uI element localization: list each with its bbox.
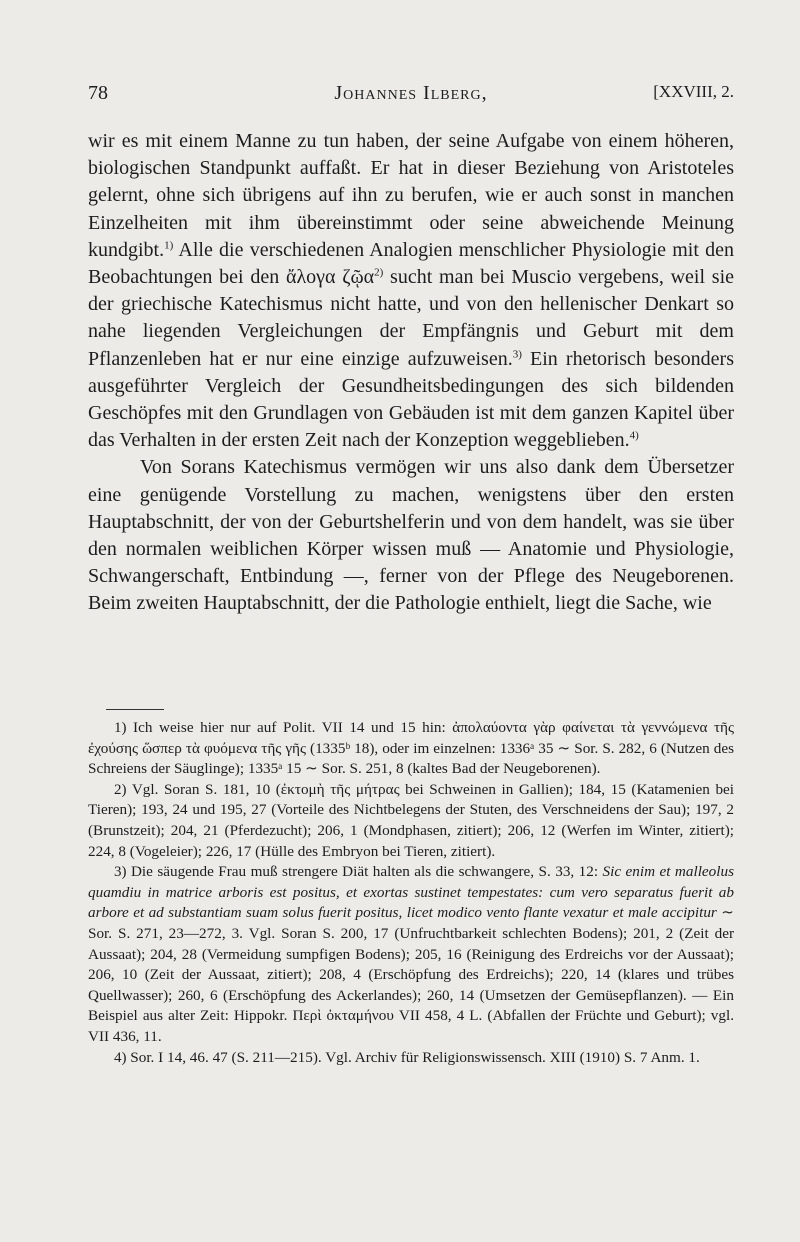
footnote-mark-4: 4) [629, 429, 639, 442]
paragraph-1: wir es mit einem Manne zu tun haben, der seine Aufgabe von einem höheren, biologischen Standpunkt auffaßt. Er hat in dieser Beziehung von Aristoteles gelernt, ohne sich übrigens auf ihn zu berufen, wie er auch sonst in manchen Einzelheiten mit ihm übereinstimmt oder seine abweichende Meinung kundgibt.$^{1)}$ Alle die verschiedenen Analogien menschlicher Physiologie mit den Beobachtungen bei den ἄλογα ζῷα$^{2)}$ sucht man bei Muscio vergebens, weil sie der griechische Katechismus nicht hatte, und von den hellenischer Denkart so nahe liegenden Vergleichungen der Empfängnis und Geburt mit dem Pflanzenleben hat er nur eine einzige aufzuweisen.$^{3)}$ Ein rhetorisch besonders ausgeführter Vergleich der Gesundheitsbedingungen des sich bildenden Geschöpfes mit den Grundlagen von Gebäuden ist mit dem ganzen Kapitel über das Verhalten in der ersten Zeit nach der Konzeption weggeblieben.$^{4)}$ [88, 130, 734, 452]
footnote-1: 1) Ich weise hier nur auf Polit. VII 14 und 15 hin: ἀπολαύοντα γὰρ φαίνεται τὰ γεννώμενα τῆς ἐχούσης ὥσπερ τὰ φυόμενα τῆς γῆς (1335ᵇ 18), oder im einzelnen: 1336ᵃ 35 ∼ Sor. S. 282, 6 (Nutzen des Schreiens der Säuglinge); 1335ᵃ 15 ∼ Sor. S. 251, 8 (kaltes Bad der Neugeborenen). [88, 719, 735, 778]
footnote-mark-1: 1) [164, 239, 174, 252]
running-reference: [XXVIII, 2. [653, 82, 734, 101]
footnotes [88, 718, 734, 1068]
latin-quotation: Sic enim et malleolus quamdiu in matrice arboris est positus, et exortas sustinet tempestates: cum vero separatus fuerit ab arbore et ad substantiam suam solus fuerit positus, licet modico vento flante vexatur et male accipitur [88, 863, 734, 922]
main-text [88, 128, 734, 618]
running-author: Johannes Ilberg, [334, 82, 488, 104]
footnote-3: 3) Die säugende Frau muß strengere Diät halten als die schwangere, S. 33, 12: Sic enim et malleolus quamdiu in matrice arboris est positus, et exortas sustinet tempestates: cum vero separatus fuerit ab arbore et ad substantiam suam solus fuerit positus, licet modico vento flante vexatur et male accipitur ∼ Sor. S. 271, 23—272, 3. Vgl. Soran S. 200, 17 (Unfruchtbarkeit schlechten Bodens); 201, 2 (Zeit der Aussaat); 204, 28 (Vermeidung sumpfigen Bodens); 205, 16 (Reinigung des Erdreichs vor der Aussaat); 206, 10 (Zeit der Aussaat, zitiert); 208, 4 (Erschöpfung des Erdreichs); 220, 14 (klares und trübes Quellwasser); 260, 6 (Erschöpfung des Ackerlandes); 260, 14 (Umsetzen der Gemüsepflanzen). — Ein Beispiel aus alter Zeit: Hippokr. Περὶ ὀκταμήνου VII 458, 4 L. (Abfallen der Früchte und Geburt); vgl. VII 436, 11. [88, 863, 735, 1045]
footnote-4: 4) Sor. I 14, 46. 47 (S. 211—215). Vgl. Archiv für Religionswissensch. XIII (1910) S. 7 Anm. 1. [114, 1048, 700, 1066]
footnote-rule [106, 709, 164, 710]
footnote-mark-3: 3) [512, 347, 522, 360]
running-header [88, 82, 734, 112]
footnote-mark-2: 2) [374, 266, 384, 279]
paragraph-2: Von Sorans Katechismus vermögen wir uns also dank dem Übersetzer eine genügende Vorstellung zu machen, wenigstens über den ersten Hauptabschnitt, der von der Geburtshelferin und von dem handelt, was sie über den normalen weiblichen Körper wissen muß — Anatomie und Physiologie, Schwangerschaft, Entbindung —, ferner von der Pflege des Neugeborenen. Beim zweiten Hauptabschnitt, der die Pathologie enthielt, liegt die Sache, wie [88, 456, 734, 615]
footnote-2: 2) Vgl. Soran S. 181, 10 (ἐκτομὴ τῆς μήτρας bei Schweinen in Gallien); 184, 15 (Katamenien bei Tieren); 193, 24 und 195, 27 (Vorteile des Nichtbelegens der Stuten, des Verschneidens der Sau); 197, 2 (Brunstzeit); 204, 21 (Pferdezucht); 206, 1 (Mondphasen, zitiert); 206, 12 (Werfen im Winter, zitiert); 224, 8 (Vogeleier); 226, 17 (Hülle des Embryon bei Tieren, zitiert). [88, 780, 734, 860]
page-number: 78 [88, 82, 108, 104]
